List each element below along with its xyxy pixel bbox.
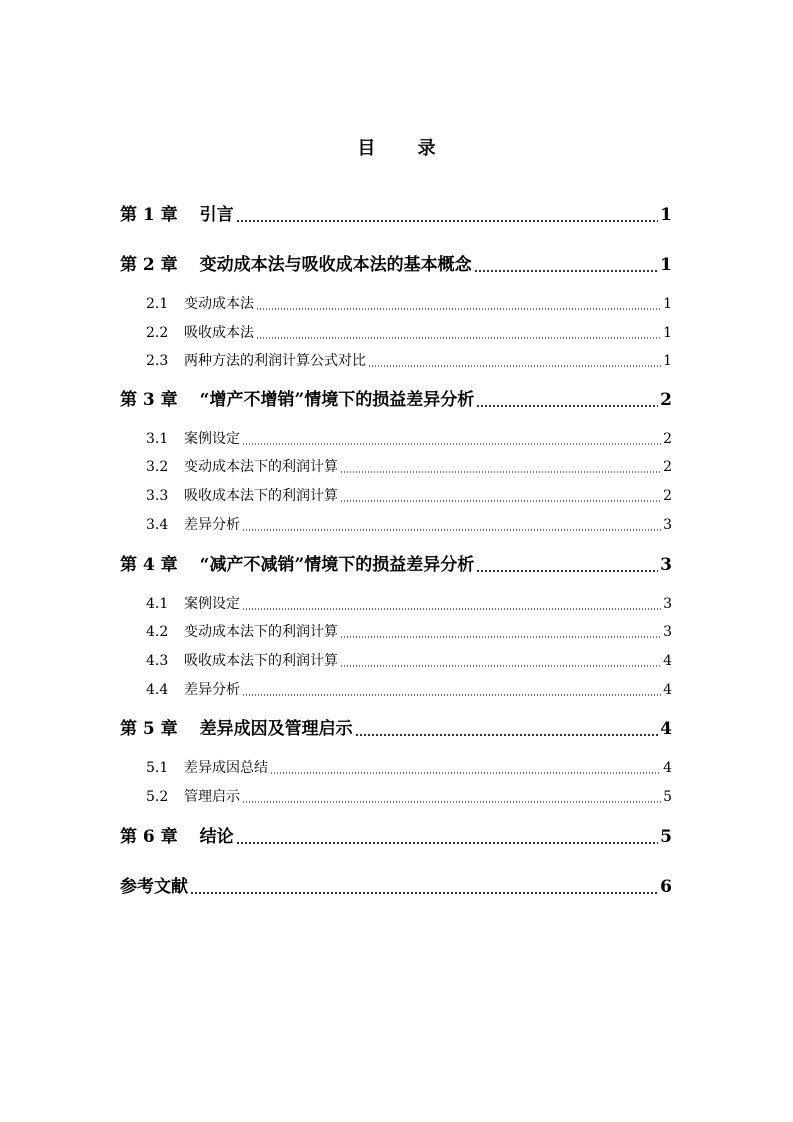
- toc-chapter-title: 变动成本法与吸收成本法的基本概念: [199, 255, 472, 275]
- toc-section-title: 变动成本法下的利润计算: [184, 459, 338, 475]
- toc-chapter-number: 第 6 章: [120, 827, 178, 847]
- toc-section-title: 案例设定: [184, 431, 240, 447]
- page-title: 目 录: [357, 138, 454, 159]
- toc-page-number: 3: [663, 517, 672, 533]
- toc-chapter-title: “减产不减销”情境下的损益差异分析: [199, 555, 475, 575]
- toc-page-number: 3: [663, 596, 672, 612]
- toc-dot-leader: [340, 665, 661, 667]
- toc-section-title: 差异成因总结: [184, 760, 268, 776]
- toc-dot-leader: [476, 570, 658, 572]
- toc-section-number: 2.2: [146, 325, 169, 341]
- toc-page-number: 3: [663, 624, 672, 640]
- toc-page-number: 1: [660, 205, 672, 225]
- toc-dot-leader: [242, 608, 661, 610]
- toc-section-entry[interactable]: [146, 457, 672, 477]
- toc-dot-leader: [190, 892, 658, 894]
- toc-section-number: 5.2: [146, 789, 169, 805]
- toc-section-entry[interactable]: [146, 594, 672, 614]
- toc-page-number: 4: [663, 760, 672, 776]
- toc-section-entry[interactable]: [146, 758, 672, 778]
- toc-chapter-title: “增产不增销”情境下的损益差异分析: [199, 390, 475, 410]
- toc-section-number: 4.4: [146, 682, 169, 698]
- toc-section-number: 3.3: [146, 488, 169, 504]
- toc-section-title: 差异分析: [184, 517, 240, 533]
- toc-chapter-number: 第 5 章: [120, 719, 178, 739]
- toc-section-number: 4.2: [146, 624, 169, 640]
- toc-section-title: 案例设定: [184, 596, 240, 612]
- toc-dot-leader: [256, 337, 661, 339]
- toc-dot-leader: [236, 220, 658, 222]
- toc-section-number: 4.1: [146, 596, 169, 612]
- toc-page-number: 4: [663, 653, 672, 669]
- toc-section-entry[interactable]: [146, 622, 672, 642]
- toc-chapter-title: 结论: [199, 827, 234, 847]
- toc-page-number: 5: [663, 789, 672, 805]
- toc-section-entry[interactable]: [146, 486, 672, 506]
- toc-chapter-entry[interactable]: [120, 825, 672, 849]
- toc-section-number: 3.4: [146, 517, 169, 533]
- toc-section-title: 吸收成本法: [184, 325, 254, 341]
- toc-dot-leader: [355, 734, 658, 736]
- toc-dot-leader: [236, 842, 658, 844]
- toc-dot-leader: [340, 471, 661, 473]
- toc-dot-leader: [474, 270, 658, 272]
- toc-references-entry[interactable]: [120, 875, 672, 899]
- toc-page-number: 4: [660, 719, 672, 739]
- toc-dot-leader: [476, 405, 658, 407]
- toc-page-number: 5: [660, 827, 672, 847]
- toc-dot-leader: [256, 308, 661, 310]
- toc-chapter-number: 第 4 章: [120, 555, 178, 575]
- toc-page-number: 6: [660, 877, 672, 897]
- toc-references-title: 参考文献: [120, 877, 188, 897]
- toc-dot-leader: [270, 772, 661, 774]
- toc-page-number: 2: [663, 488, 672, 504]
- toc-page-number: 1: [663, 353, 672, 369]
- toc-section-number: 5.1: [146, 760, 169, 776]
- toc-section-number: 4.3: [146, 653, 169, 669]
- toc-chapter-number: 第 2 章: [120, 255, 178, 275]
- toc-section-title: 吸收成本法下的利润计算: [184, 488, 338, 504]
- toc-section-number: 2.3: [146, 353, 169, 369]
- toc-section-entry[interactable]: [146, 680, 672, 700]
- toc-section-entry[interactable]: [146, 294, 672, 314]
- toc-chapter-title: 引言: [199, 205, 234, 225]
- toc-chapter-entry[interactable]: [120, 388, 672, 412]
- toc-dot-leader: [242, 694, 661, 696]
- toc-dot-leader: [242, 443, 661, 445]
- toc-section-entry[interactable]: [146, 787, 672, 807]
- toc-page-number: 4: [663, 682, 672, 698]
- toc-section-entry[interactable]: [146, 651, 672, 671]
- toc-dot-leader: [242, 529, 661, 531]
- toc-page-number: 2: [663, 459, 672, 475]
- toc-page-number: 2: [660, 390, 672, 410]
- toc-section-number: 3.2: [146, 459, 169, 475]
- toc-dot-leader: [340, 500, 661, 502]
- toc-section-number: 2.1: [146, 296, 169, 312]
- toc-dot-leader: [340, 636, 661, 638]
- toc-section-entry[interactable]: [146, 351, 672, 371]
- toc-section-title: 变动成本法下的利润计算: [184, 624, 338, 640]
- toc-section-title: 变动成本法: [184, 296, 254, 312]
- toc-page-number: 1: [660, 255, 672, 275]
- toc-page-number: 2: [663, 431, 672, 447]
- toc-chapter-entry[interactable]: [120, 717, 672, 741]
- toc-chapter-title: 差异成因及管理启示: [199, 719, 353, 739]
- toc-page-number: 1: [663, 296, 672, 312]
- toc-section-title: 差异分析: [184, 682, 240, 698]
- toc-section-entry[interactable]: [146, 429, 672, 449]
- toc-chapter-entry[interactable]: [120, 253, 672, 277]
- toc-section-title: 吸收成本法下的利润计算: [184, 653, 338, 669]
- toc-section-entry[interactable]: [146, 323, 672, 343]
- toc-chapter-entry[interactable]: [120, 553, 672, 577]
- toc-chapter-number: 第 1 章: [120, 205, 178, 225]
- toc-dot-leader: [368, 365, 661, 367]
- toc-section-number: 3.1: [146, 431, 169, 447]
- toc-page-number: 1: [663, 325, 672, 341]
- toc-section-title: 两种方法的利润计算公式对比: [184, 353, 366, 369]
- toc-chapter-number: 第 3 章: [120, 390, 178, 410]
- toc-dot-leader: [242, 801, 661, 803]
- toc-page-number: 3: [660, 555, 672, 575]
- toc-section-title: 管理启示: [184, 789, 240, 805]
- toc-chapter-entry[interactable]: [120, 203, 672, 227]
- toc-section-entry[interactable]: [146, 515, 672, 535]
